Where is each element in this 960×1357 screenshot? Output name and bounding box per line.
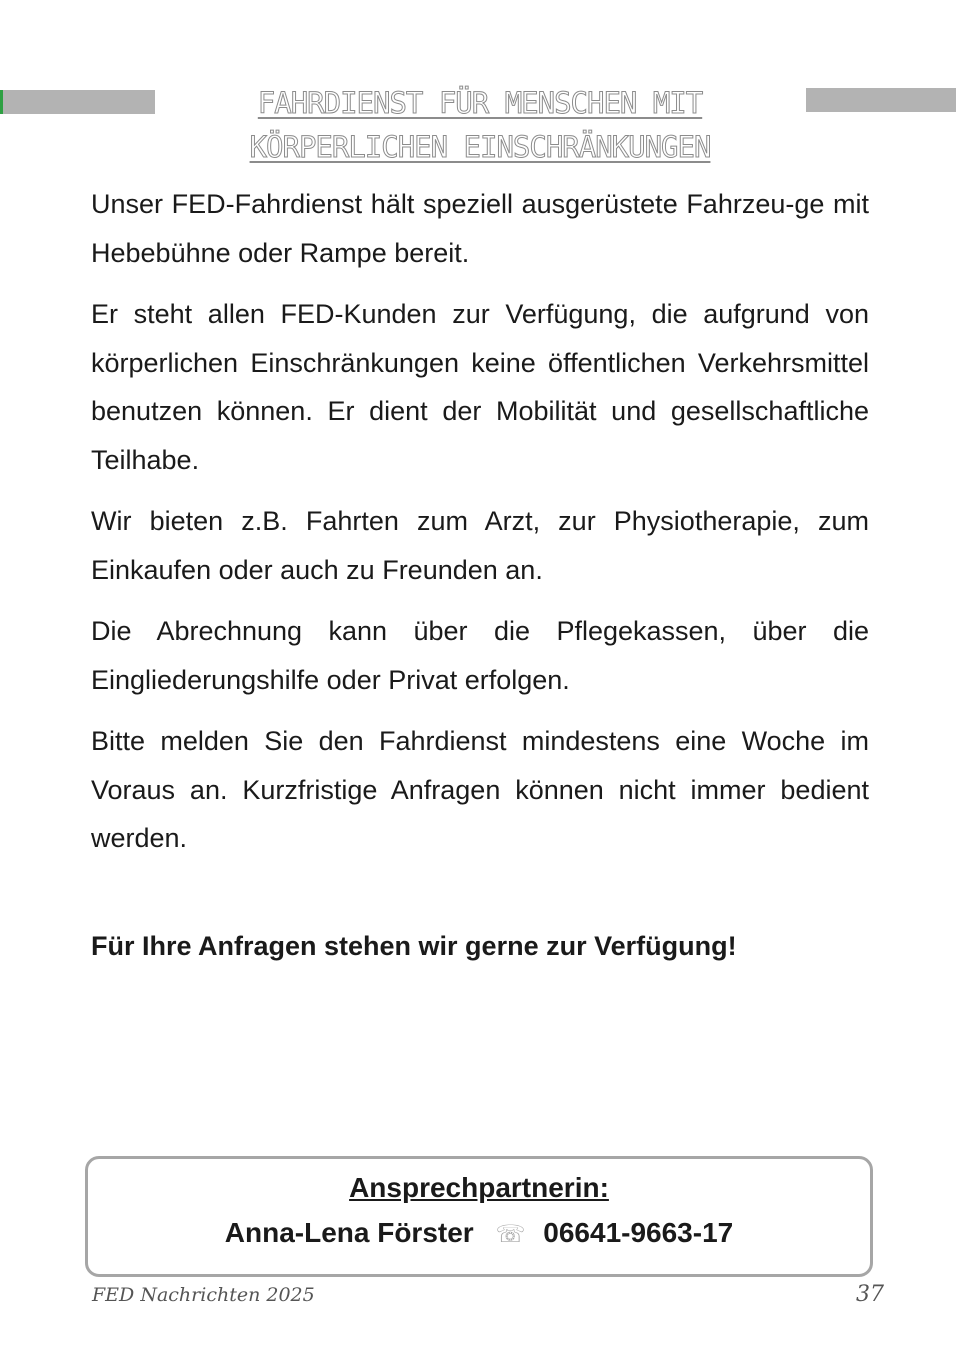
- paragraph-eligibility: Er steht allen FED-Kunden zur Verfügung, die aufgrund von körperlichen Einschränkungen keine öffentlichen Verkehrsmittel benutzen können. Er dient der Mobilität und gesellschaftliche Teilhabe.: [91, 299, 869, 475]
- contact-phone: 06641-9663-17: [543, 1217, 734, 1248]
- paragraph-billing: Die Abrechnung kann über die Pflegekassen, über die Eingliederungshilfe oder Privat erfolgen.: [91, 616, 869, 695]
- page-title-line-2: KÖRPERLICHEN EINSCHRÄNKUNGEN: [249, 130, 711, 164]
- contact-line: [88, 1215, 870, 1253]
- paragraph-trips: Wir bieten z.B. Fahrten zum Arzt, zur Physiotherapie, zum Einkaufen oder auch zu Freunden an.: [91, 506, 869, 585]
- closing-statement: Für Ihre Anfragen stehen wir gerne zur Verfügung!: [91, 931, 737, 961]
- contact-box: [85, 1156, 873, 1277]
- page-title-line-1: FAHRDIENST FÜR MENSCHEN MIT: [257, 86, 703, 120]
- paragraph-booking: Bitte melden Sie den Fahrdienst mindestens eine Woche im Voraus an. Kurzfristige Anfragen können nicht immer bedient werden.: [91, 726, 869, 853]
- article-body: [91, 180, 869, 876]
- page-number: 37: [856, 1282, 884, 1307]
- phone-icon: ☏: [495, 1220, 526, 1248]
- contact-name: Anna-Lena Förster: [224, 1217, 474, 1248]
- footer-publication: FED Nachrichten 2025: [92, 1284, 315, 1306]
- paragraph-vehicles: Unser FED-Fahrdienst hält speziell ausgerüstete Fahrzeu-ge mit Hebebühne oder Rampe bereit.: [91, 189, 869, 268]
- contact-heading: Ansprechpartnerin:: [349, 1172, 609, 1203]
